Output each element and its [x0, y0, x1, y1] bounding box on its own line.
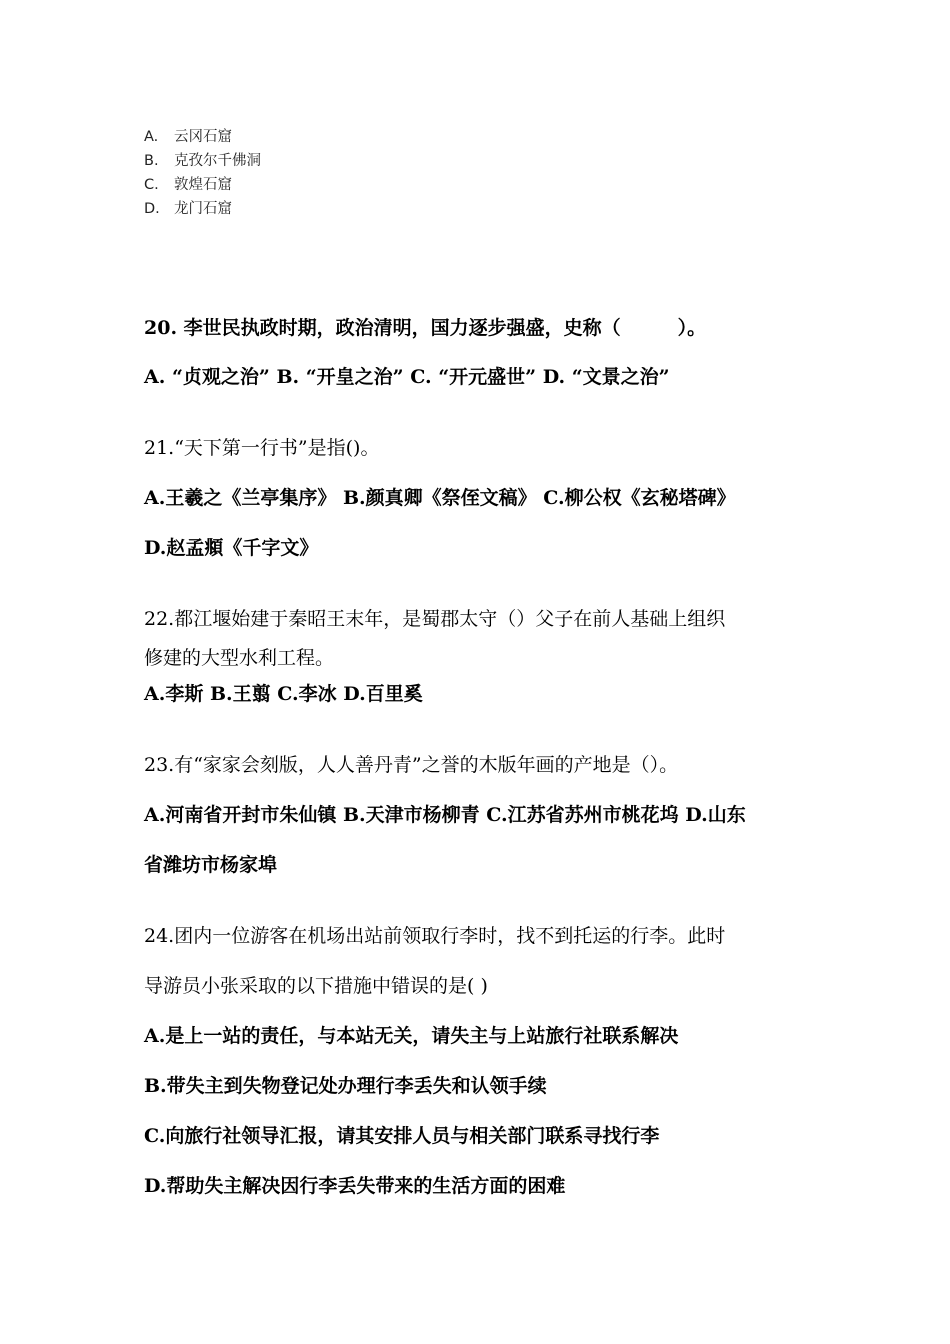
question-23-stem: 23.有“家家会刻版，人人善丹青”之誉的木版年画的产地是（）。 [144, 754, 679, 776]
option-letter: A. [144, 129, 159, 145]
option-letter: C. [144, 177, 159, 193]
question-22-options: A.李斯 B.王翦 C.李冰 D.百里奚 [144, 683, 423, 705]
prev-option-b [144, 149, 261, 170]
question-23-options-line2: 省潍坊市杨家埠 [144, 854, 278, 876]
question-22-stem-line2: 修建的大型水利工程。 [144, 647, 335, 669]
question-24-option-c: C.向旅行社领导汇报，请其安排人员与相关部门联系寻找行李 [144, 1125, 660, 1147]
prev-option-d [144, 197, 232, 218]
question-21-options-line1: A.王羲之《兰亭集序》 B.颜真卿《祭侄文稿》 C.柳公权《玄秘塔碑》 [144, 487, 736, 509]
prev-option-c [144, 173, 232, 194]
question-24-option-d: D.帮助失主解决因行李丢失带来的生活方面的困难 [144, 1175, 566, 1197]
question-24-stem-line1: 24.团内一位游客在机场出站前领取行李时，找不到托运的行李。此时 [144, 925, 726, 947]
question-24-option-a: A.是上一站的责任，与本站无关，请失主与上站旅行社联系解决 [144, 1025, 679, 1047]
option-letter: D. [144, 201, 160, 217]
option-text: 克孜尔千佛洞 [174, 153, 261, 169]
option-letter: B. [144, 153, 159, 169]
option-text: 敦煌石窟 [174, 177, 232, 193]
question-24-stem-line2: 导游员小张采取的以下措施中错误的是( ) [144, 975, 488, 997]
question-21-options-line2: D.赵孟頫《千字文》 [144, 537, 319, 559]
question-22-stem-line1: 22.都江堰始建于秦昭王末年，是蜀郡太守（）父子在前人基础上组织 [144, 608, 726, 630]
question-21-stem: 21.“天下第一行书”是指()。 [144, 437, 380, 459]
question-20-stem: 20. 李世民执政时期，政治清明，国力逐步强盛，史称（ ）。 [144, 317, 707, 339]
question-23-options-line1: A.河南省开封市朱仙镇 B.天津市杨柳青 C.江苏省苏州市桃花坞 D.山东 [144, 804, 746, 826]
question-20-options: A. “贞观之治” B. “开皇之治” C. “开元盛世” D. “文景之治” [144, 366, 670, 388]
question-24-option-b: B.带失主到失物登记处办理行李丢失和认领手续 [144, 1075, 547, 1097]
option-text: 云冈石窟 [174, 129, 232, 145]
option-text: 龙门石窟 [174, 201, 232, 217]
prev-option-a [144, 125, 232, 146]
